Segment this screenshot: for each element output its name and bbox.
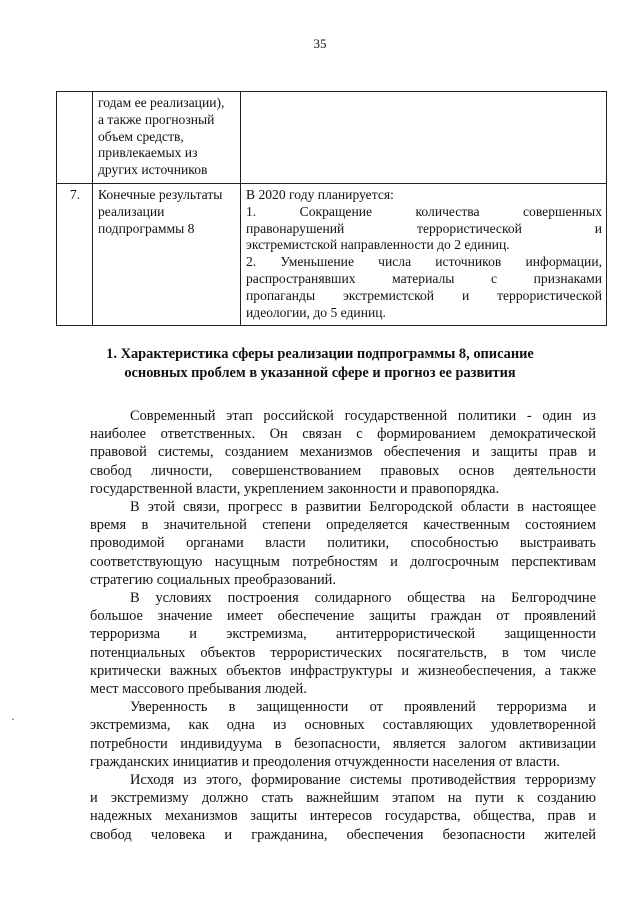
cell-line: других источников [98,162,208,178]
row-name-cell [93,183,241,325]
table-row [57,92,607,184]
paragraph-line: свобод человека и гражданина, обеспечения безопасности жителей [90,826,596,843]
cell-line: привлекаемых из [98,145,198,161]
paragraph-line: соответствующую насущным потребностям и долгосрочным перспективам [90,553,596,570]
scan-margin-mark: · [11,712,15,726]
paragraph-line: гражданских инициатив и преодоления отчужденности населения от власти. [90,753,560,770]
row-number-cell: 7. [57,183,93,325]
paragraph-line: потенциальных объектов террористических посягательств, в том числе [90,644,596,661]
table-row [57,183,607,325]
paragraph-line: Современный этап российской государственной политики - один из [130,408,596,424]
content-line: экстремистской направленности до 2 единиц. [246,237,510,253]
paragraph-line: В условиях построения солидарного общества на Белгородчине [130,590,596,607]
heading-line: основных проблем в указанной сфере и прогноз ее развития [124,364,516,381]
paragraph-line: экстремизма, как одна из основных составляющих удовлетворенной [90,717,596,734]
paragraph-line: Уверенность в защищенности от проявлений терроризма и [130,699,596,716]
cell-line: реализации [98,203,165,219]
paragraph-line: критически важных объектов инфраструктуры и жизнеобеспечения, а также [90,662,596,679]
subprogram-passport-table [56,91,607,326]
cell-line: годам ее реализации), [98,95,225,110]
paragraph [90,698,596,771]
cell-line: а также прогнозный [98,111,215,127]
page-number: 35 [313,36,327,51]
paragraph-line: терроризма и экстремизма, антитеррористической защищенности [90,626,596,643]
paragraph-line: большое значение имеет обеспечение защиты граждан от проявлений [90,608,596,625]
content-line: 1. Сокращение количества совершенных [246,203,602,219]
row-number-cell [57,92,93,184]
paragraph-line: потребности индивидуума в безопасности, является залогом активизации [90,735,596,752]
row-name-cell [93,92,241,184]
paragraph-line: надежных механизмов защиты интересов государства, общества, прав и [90,808,596,825]
cell-line: Конечные результаты [98,186,223,202]
content-line: распространявших материалы с признаками [246,270,602,286]
content-line: 2. Уменьшение числа источников информации, [246,254,602,270]
content-line: пропаганды экстремистской и террористической [246,287,602,303]
paragraph-line: свобод личности, совершенствованием правовых основ деятельности [90,462,596,479]
paragraph [90,771,596,844]
paragraph-line: Исходя из этого, формирование системы противодействия терроризму [130,772,596,789]
paragraph-line: В этой связи, прогресс в развитии Белгородской области в настоящее [130,499,596,516]
cell-line: подпрограммы 8 [98,220,195,236]
content-line: правонарушений террористической и [246,220,602,236]
body-text [90,407,596,844]
paragraph [90,589,596,698]
paragraph-line: время в значительной степени определяется качественным состоянием [90,517,596,534]
heading-line: 1. Характеристика сферы реализации подпрограммы 8, описание [106,346,534,362]
content-line: идеологии, до 5 единиц. [246,304,386,320]
paragraph [90,407,596,498]
content-intro: В 2020 году планируется: [246,186,394,202]
cell-line: объем средств, [98,128,184,144]
paragraph-line: правовой системы, созданием механизмов обеспечения и защиты прав и [90,444,596,461]
section-heading [70,345,570,382]
row-content-cell [241,92,607,184]
paragraph-line: и экстремизму должно стать важнейшим этапом на пути к созданию [90,790,596,807]
paragraph-line: проводимой органами власти политики, способностью выстраивать [90,535,596,552]
paragraph-line: государственной власти, укреплением законности и правопорядка. [90,480,500,497]
paragraph-line: наиболее ответственных. Он связан с формированием демократической [90,426,596,443]
paragraph [90,498,596,589]
paragraph-line: мест массового пребывания людей. [90,681,307,698]
row-content-cell [241,183,607,325]
paragraph-line: стратегию социальных преобразований. [90,571,336,588]
